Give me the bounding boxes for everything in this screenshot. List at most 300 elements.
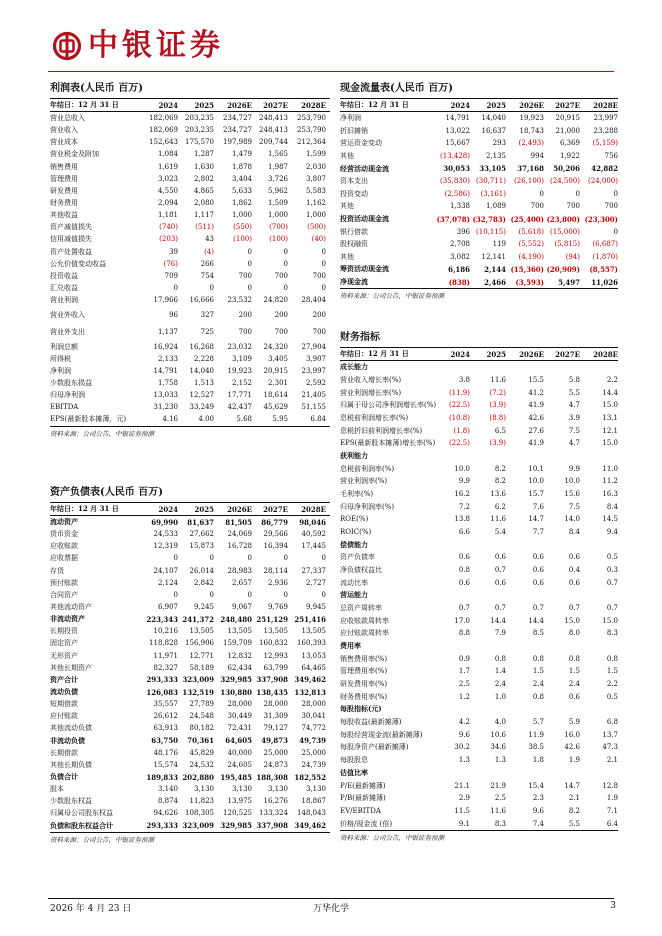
cell-col-2028e: 28,404 — [301, 296, 326, 305]
table-row — [340, 678, 618, 691]
table-row — [50, 365, 330, 377]
cell-col-2028e: (24,000) — [588, 177, 618, 186]
financial-ratios-panel — [340, 331, 618, 842]
cell-col-2027e: 16,276 — [263, 797, 288, 806]
cell-col-2028e: 25,000 — [301, 748, 326, 757]
row-label: 营运资金变动 — [340, 139, 382, 148]
table-row — [50, 662, 330, 674]
row-label: 应付账款 — [50, 712, 78, 721]
table-row — [340, 437, 618, 450]
cell-col-2028e: (23,300) — [584, 214, 618, 224]
row-label: 资本支出 — [340, 177, 368, 186]
header-label: 年结日：12 月 31 日 — [340, 100, 409, 109]
row-label: 营业外支出 — [50, 327, 85, 336]
table-row — [50, 516, 330, 528]
cell-col-2024: (22.5) — [448, 401, 470, 410]
year-header: 2026E — [227, 504, 252, 514]
brand-logo — [52, 26, 224, 66]
table-row — [50, 270, 330, 282]
cell-col-2024: (11.9) — [448, 388, 470, 397]
cell-col-2027e: 14.0 — [564, 515, 580, 524]
cell-col-2027e: 1,987 — [267, 162, 288, 171]
cell-col-2024: 16,924 — [153, 342, 178, 351]
cell-col-2027e: 5.95 — [272, 415, 288, 424]
row-label: 经营活动现金流 — [340, 163, 389, 173]
table-row — [340, 500, 618, 513]
row-label: 预付账款 — [50, 578, 78, 587]
cell-col-2024: 1,181 — [157, 211, 178, 220]
cell-col-2027e: 0 — [575, 189, 580, 198]
row-label: 固定资产 — [50, 639, 78, 648]
header-label: 年结日：12 月 31 日 — [50, 504, 119, 513]
cell-col-2025: 0 — [209, 590, 214, 599]
cell-col-2025: (7.2) — [489, 388, 506, 397]
cell-col-2027e: 138,435 — [256, 687, 288, 697]
row-label: P/B(最新摊薄) — [340, 794, 386, 803]
cell-col-2028e: 349,462 — [294, 821, 326, 831]
cell-col-2026e: 23,032 — [227, 342, 252, 351]
cell-col-2027e: 20,915 — [555, 114, 580, 123]
cell-col-2028e: 6.8 — [606, 718, 618, 727]
cell-col-2024: 12,319 — [153, 542, 178, 551]
cell-col-2027e: 15.0 — [564, 616, 580, 625]
row-label: 归母净利润率(%) — [340, 502, 395, 511]
cell-col-2026e: 0.7 — [532, 604, 544, 613]
cell-col-2025: 11.6 — [490, 376, 506, 384]
cell-col-2028e: 11.0 — [602, 464, 618, 473]
brand-name: 中银证券 — [88, 28, 224, 63]
cell-col-2026e: 19,923 — [519, 114, 544, 123]
row-label: 获利能力 — [340, 451, 368, 461]
cell-col-2025: (3.9) — [489, 439, 506, 448]
cell-col-2027e: 337,908 — [256, 821, 288, 831]
cell-col-2025: 1.3 — [494, 756, 506, 765]
cell-col-2024: 35,557 — [153, 700, 178, 709]
row-label: 负债和股东权益合计 — [50, 820, 113, 830]
cell-col-2028e: 349,462 — [294, 675, 326, 685]
cell-col-2027e: 13,505 — [263, 627, 288, 636]
cell-col-2027e: 21,000 — [555, 126, 580, 135]
header-label: 年结日：12 月 31 日 — [50, 100, 119, 109]
cell-col-2024: 10.0 — [454, 464, 470, 473]
table-row — [340, 276, 618, 289]
cell-col-2028e: 16.3 — [602, 490, 618, 499]
row-label: 信用减值损失 — [50, 235, 92, 244]
table-row — [340, 754, 618, 767]
table-row — [50, 377, 330, 389]
cell-col-2024: 182,069 — [149, 114, 178, 123]
row-label: 投资变动 — [340, 189, 368, 198]
row-label: 投资收益 — [50, 271, 78, 280]
cell-col-2026e: 234,727 — [223, 114, 252, 123]
cell-col-2026e: 42,437 — [227, 403, 252, 412]
cell-col-2025: 14,040 — [481, 114, 506, 123]
cell-col-2028e: 0.8 — [606, 654, 618, 663]
cell-col-2024: 6,186 — [448, 264, 470, 274]
cell-col-2027e: 0.4 — [568, 566, 580, 575]
row-label: 息税前利润率(%) — [340, 464, 395, 473]
cell-col-2028e: (1,870) — [592, 252, 618, 261]
cell-col-2028e: 200 — [312, 310, 326, 319]
cell-col-2027e: 1,509 — [267, 199, 288, 208]
row-label: 营业成本 — [50, 138, 78, 147]
cell-col-2025: (32,783) — [472, 214, 506, 224]
row-label: 息税折旧前利润增长率(%) — [340, 426, 423, 435]
cell-col-2024: 94,626 — [153, 809, 178, 818]
cell-col-2027e: 0.6 — [568, 692, 580, 701]
cell-col-2026e: 0 — [247, 259, 252, 268]
year-header: 2028E — [593, 349, 618, 359]
table-row — [50, 124, 330, 136]
table-row — [340, 450, 618, 463]
table-row — [340, 538, 618, 551]
cell-col-2028e: 0 — [321, 554, 326, 563]
table-row — [340, 361, 618, 374]
row-label: 合同资产 — [50, 590, 78, 599]
table-row — [50, 674, 330, 686]
cell-col-2026e: 9,067 — [231, 603, 252, 612]
cell-col-2028e: 1,599 — [305, 150, 326, 159]
cell-col-2028e: 700 — [312, 327, 326, 336]
cell-col-2024: 709 — [164, 271, 178, 280]
table-row — [50, 323, 330, 340]
table-row — [340, 386, 618, 399]
table-row — [340, 462, 618, 475]
table-row — [340, 640, 618, 653]
cell-col-2028e: 9,945 — [305, 603, 326, 612]
cell-col-2026e: 10.0 — [528, 477, 544, 486]
cash-flow-table — [340, 99, 618, 289]
cell-col-2027e: 337,908 — [256, 675, 288, 685]
cell-col-2027e: 200 — [274, 310, 288, 319]
cell-col-2028e: 0.5 — [606, 692, 618, 701]
cell-col-2028e: 1.9 — [606, 794, 618, 803]
cell-col-2025: 15,873 — [189, 542, 214, 551]
table-row — [50, 540, 330, 552]
cell-col-2024: (76) — [163, 259, 178, 268]
cell-col-2026e: 159,709 — [223, 639, 252, 648]
table-row — [50, 282, 330, 294]
cell-col-2024: 1,619 — [157, 162, 178, 171]
row-label: 营业收入 — [50, 126, 78, 135]
table-row — [340, 374, 618, 387]
cell-col-2028e: 27,904 — [301, 342, 326, 351]
cell-col-2025: 1,117 — [193, 211, 214, 220]
row-label: 资产负债率 — [340, 553, 375, 562]
cell-col-2028e: 2.2 — [606, 376, 618, 384]
cell-col-2024: 0 — [173, 590, 178, 599]
cell-col-2027e: (5,815) — [554, 240, 580, 249]
cell-col-2024: 3,082 — [449, 252, 470, 261]
cell-col-2024: 293,333 — [146, 821, 178, 831]
cell-col-2024: 2,708 — [449, 240, 470, 249]
cell-col-2028e: 251,416 — [294, 614, 326, 624]
row-label: 应收票据 — [50, 554, 78, 563]
cell-col-2025: 5.4 — [494, 528, 506, 537]
row-label: 价格/现金流 (倍) — [340, 819, 393, 828]
table-row — [50, 185, 330, 197]
cell-col-2028e: 74,772 — [301, 724, 326, 733]
cell-col-2024: (10.8) — [448, 414, 470, 423]
cell-col-2027e: 25,000 — [263, 748, 288, 757]
cell-col-2025: 13.6 — [490, 490, 506, 499]
section-title: 资产负债表(人民币 百万) — [50, 487, 163, 498]
cell-col-2024: (1.8) — [453, 426, 470, 435]
cell-col-2025: 323,009 — [182, 821, 214, 831]
cell-col-2026e: 13,505 — [227, 627, 252, 636]
year-header: 2027E — [555, 100, 580, 110]
cell-col-2026e: 7.6 — [532, 502, 544, 511]
table-row — [50, 577, 330, 589]
table-row — [340, 125, 618, 138]
cell-col-2024: 0.8 — [458, 566, 470, 575]
row-label: 其他 — [340, 202, 354, 211]
income-statement-table — [50, 99, 330, 427]
table-row — [50, 528, 330, 540]
cell-col-2026e: 30,449 — [227, 712, 252, 721]
table-row — [50, 650, 330, 662]
cell-col-2026e: 329,985 — [220, 821, 252, 831]
cell-col-2027e: 2.1 — [568, 794, 580, 803]
cell-col-2024: 63,913 — [153, 724, 178, 733]
cell-col-2024: 24,107 — [153, 566, 178, 575]
year-header: 2025 — [486, 349, 506, 359]
cell-col-2024: 0.7 — [458, 604, 470, 613]
cell-col-2028e: 0.7 — [606, 578, 618, 587]
cell-col-2024: 0.6 — [458, 553, 470, 562]
cell-col-2028e: 0.7 — [606, 604, 618, 613]
table-row — [50, 221, 330, 233]
cell-col-2024: (35,830) — [440, 177, 470, 186]
cell-col-2028e: 182,552 — [294, 772, 326, 782]
row-label: 净利润 — [50, 366, 71, 375]
row-label: 销售费用 — [50, 162, 78, 171]
cell-col-2028e: 2,727 — [305, 578, 326, 587]
table-row — [340, 652, 618, 665]
row-label: 资产合计 — [50, 674, 78, 684]
cell-col-2025: 9,245 — [193, 603, 214, 612]
cell-col-2026e: (26,100) — [514, 177, 544, 186]
row-label: 每股股息 — [340, 756, 368, 765]
cell-col-2024: 4,550 — [157, 186, 178, 195]
cell-col-2025: 24,548 — [189, 712, 214, 721]
table-row — [50, 820, 330, 832]
cell-col-2028e: 28,000 — [301, 700, 326, 709]
cell-col-2027e: 1.9 — [568, 756, 580, 765]
cell-col-2027e: 15.6 — [564, 490, 580, 499]
cell-col-2026e: 994 — [530, 152, 544, 161]
table-header-row — [340, 348, 618, 361]
cell-col-2025: 14,040 — [189, 366, 214, 375]
cell-col-2028e: 1,162 — [305, 199, 326, 208]
row-label: 存货 — [50, 566, 64, 575]
cell-col-2024: 0.6 — [458, 578, 470, 587]
cell-col-2027e: 248,413 — [259, 126, 288, 135]
cell-col-2028e: 14.5 — [602, 515, 618, 524]
table-row — [340, 614, 618, 627]
cell-col-2026e: 72,431 — [227, 724, 252, 733]
table-row — [340, 399, 618, 412]
row-label: 营业利润 — [50, 296, 78, 305]
cell-col-2028e: 148,043 — [297, 809, 326, 818]
cell-col-2027e: (23,800) — [546, 214, 580, 224]
cell-col-2025: 175,570 — [185, 138, 214, 147]
cell-col-2025: 33,105 — [479, 164, 506, 174]
cell-col-2026e: 24,069 — [227, 530, 252, 539]
cell-col-2025: 327 — [200, 310, 214, 319]
table-row — [340, 200, 618, 213]
cell-col-2025: 108,305 — [185, 809, 214, 818]
cell-col-2026e: 10.1 — [528, 464, 544, 473]
row-label: 货币资金 — [50, 530, 78, 539]
table-row — [340, 805, 618, 818]
table-row — [340, 817, 618, 830]
year-header: 2027E — [263, 100, 288, 110]
cell-col-2028e: 13.7 — [602, 730, 618, 739]
cell-col-2025: 1.0 — [494, 692, 506, 701]
cell-col-2027e: 5.8 — [568, 376, 580, 384]
cell-col-2027e: 700 — [274, 271, 288, 280]
cell-col-2024: 2,133 — [157, 354, 178, 363]
cell-col-2027e: 700 — [274, 327, 288, 336]
cell-col-2026e: (100) — [233, 235, 252, 244]
cell-col-2028e: 13,053 — [301, 651, 326, 660]
page-number: 3 — [610, 901, 616, 911]
cell-col-2027e: 8.4 — [568, 528, 580, 537]
cell-col-2027e: 1,922 — [559, 152, 580, 161]
table-row — [340, 564, 618, 577]
cell-col-2024: 14,791 — [445, 114, 470, 123]
source-note: 资料来源：公司公告，中银证券预测 — [340, 292, 444, 301]
cell-col-2026e: 3,109 — [231, 354, 252, 363]
cell-col-2026e: 700 — [238, 327, 252, 336]
cell-col-2024: 118,828 — [149, 639, 178, 648]
cell-col-2027e: 133,324 — [259, 809, 288, 818]
cell-col-2025: 119 — [492, 240, 506, 249]
row-label: 管理费用 — [50, 174, 78, 183]
table-row — [50, 258, 330, 270]
row-label: EPS(最新股本摊薄，元) — [50, 415, 127, 424]
cell-col-2028e: 6.84 — [310, 415, 326, 424]
cell-col-2024: 1,084 — [157, 150, 178, 159]
cell-col-2027e: 50,206 — [553, 164, 580, 174]
table-row — [340, 112, 618, 125]
table-row — [50, 747, 330, 759]
cell-col-2024: 7.2 — [458, 502, 470, 511]
cell-col-2028e: 8.3 — [606, 629, 618, 638]
cell-col-2026e: 81,505 — [225, 517, 252, 527]
row-label: 研发费用 — [50, 186, 78, 195]
cell-col-2027e: 20,915 — [263, 366, 288, 375]
row-label: 应付账款周转率 — [340, 629, 389, 638]
cell-col-2025: 70,361 — [187, 736, 214, 746]
cell-col-2024: 1,137 — [157, 327, 178, 336]
table-row — [50, 795, 330, 807]
cell-col-2028e: 3,130 — [305, 785, 326, 794]
section-title: 利润表(人民币 百万) — [50, 83, 143, 94]
table-row — [340, 627, 618, 640]
source-note: 资料来源：公司公告，中银证券预测 — [50, 835, 154, 844]
cell-col-2024: 16.2 — [454, 490, 470, 499]
cell-col-2028e: 30,041 — [301, 712, 326, 721]
cell-col-2025: 21.9 — [490, 781, 506, 790]
cell-col-2026e: 0 — [247, 590, 252, 599]
cell-col-2025: 27,662 — [189, 530, 214, 539]
cell-col-2025: 24,532 — [189, 760, 214, 769]
cell-col-2025: 26,014 — [189, 566, 214, 575]
cell-col-2026e: 700 — [530, 202, 544, 211]
cell-col-2028e: 0 — [613, 227, 618, 236]
row-label: 营业税金及附加 — [50, 150, 99, 159]
cell-col-2028e: 14.4 — [602, 388, 618, 397]
cell-col-2027e: 4.7 — [568, 401, 580, 410]
cell-col-2025: 14.4 — [490, 616, 506, 625]
cell-col-2027e: 28,114 — [263, 566, 288, 575]
cell-col-2024: 17.0 — [454, 616, 470, 625]
cell-col-2025: 2,802 — [193, 174, 214, 183]
header-label: 年结日：12 月 31 日 — [340, 349, 409, 358]
cell-col-2025: 203,235 — [185, 114, 214, 123]
table-row — [50, 112, 330, 124]
cell-col-2028e: 3,807 — [305, 174, 326, 183]
cell-col-2024: 9.1 — [458, 819, 470, 828]
cell-col-2024: 189,833 — [146, 772, 178, 782]
cell-col-2024: 0 — [173, 284, 178, 293]
table-row — [340, 665, 618, 678]
row-label: 短期借款 — [50, 700, 78, 709]
row-label: 少数股东权益 — [50, 797, 92, 806]
cell-col-2027e: 28,000 — [263, 700, 288, 709]
table-row — [340, 513, 618, 526]
cell-col-2025: 4.00 — [198, 415, 214, 424]
cell-col-2025: 2,842 — [193, 578, 214, 587]
cell-col-2027e: 4.7 — [568, 439, 580, 448]
cell-col-2024: 9.6 — [458, 730, 470, 739]
cell-col-2025: 203,235 — [185, 126, 214, 135]
cell-col-2024: 6.6 — [458, 528, 470, 537]
row-label: 其他长期负债 — [50, 760, 92, 769]
row-label: 毛利率(%) — [340, 490, 374, 499]
row-label: 投资活动现金流 — [340, 214, 389, 224]
cell-col-2024: 396 — [456, 227, 470, 236]
cell-col-2028e: 12.8 — [602, 781, 618, 790]
cell-col-2025: (8.8) — [489, 414, 506, 423]
cell-col-2025: 2,228 — [193, 354, 214, 363]
row-label: EV/EBITDA — [340, 806, 381, 815]
row-label: 长期投资 — [50, 627, 78, 636]
cell-col-2027e: 14.7 — [564, 781, 580, 790]
cell-col-2024: 182,069 — [149, 126, 178, 135]
row-label: 营业外收入 — [50, 310, 85, 319]
cell-col-2026e: 1,000 — [231, 211, 252, 220]
cash-flow-panel — [340, 82, 618, 300]
cell-col-2026e: 15.5 — [528, 376, 544, 384]
table-row — [50, 589, 330, 601]
cell-col-2026e: 0 — [247, 554, 252, 563]
cell-col-2025: 323,009 — [182, 675, 214, 685]
income-statement-panel — [50, 82, 330, 438]
cell-col-2028e: 700 — [604, 202, 618, 211]
table-row — [340, 251, 618, 264]
table-row — [340, 238, 618, 251]
source-note: 资料来源：公司公告，中银证券预测 — [340, 833, 444, 842]
cell-col-2027e: 6,369 — [559, 139, 580, 148]
cell-col-2026e: 1,878 — [231, 162, 252, 171]
table-row — [340, 188, 618, 201]
cell-col-2025: 45,829 — [189, 748, 214, 757]
cell-col-2028e: (6,687) — [592, 240, 618, 249]
cell-col-2026e: 17,771 — [227, 391, 252, 400]
